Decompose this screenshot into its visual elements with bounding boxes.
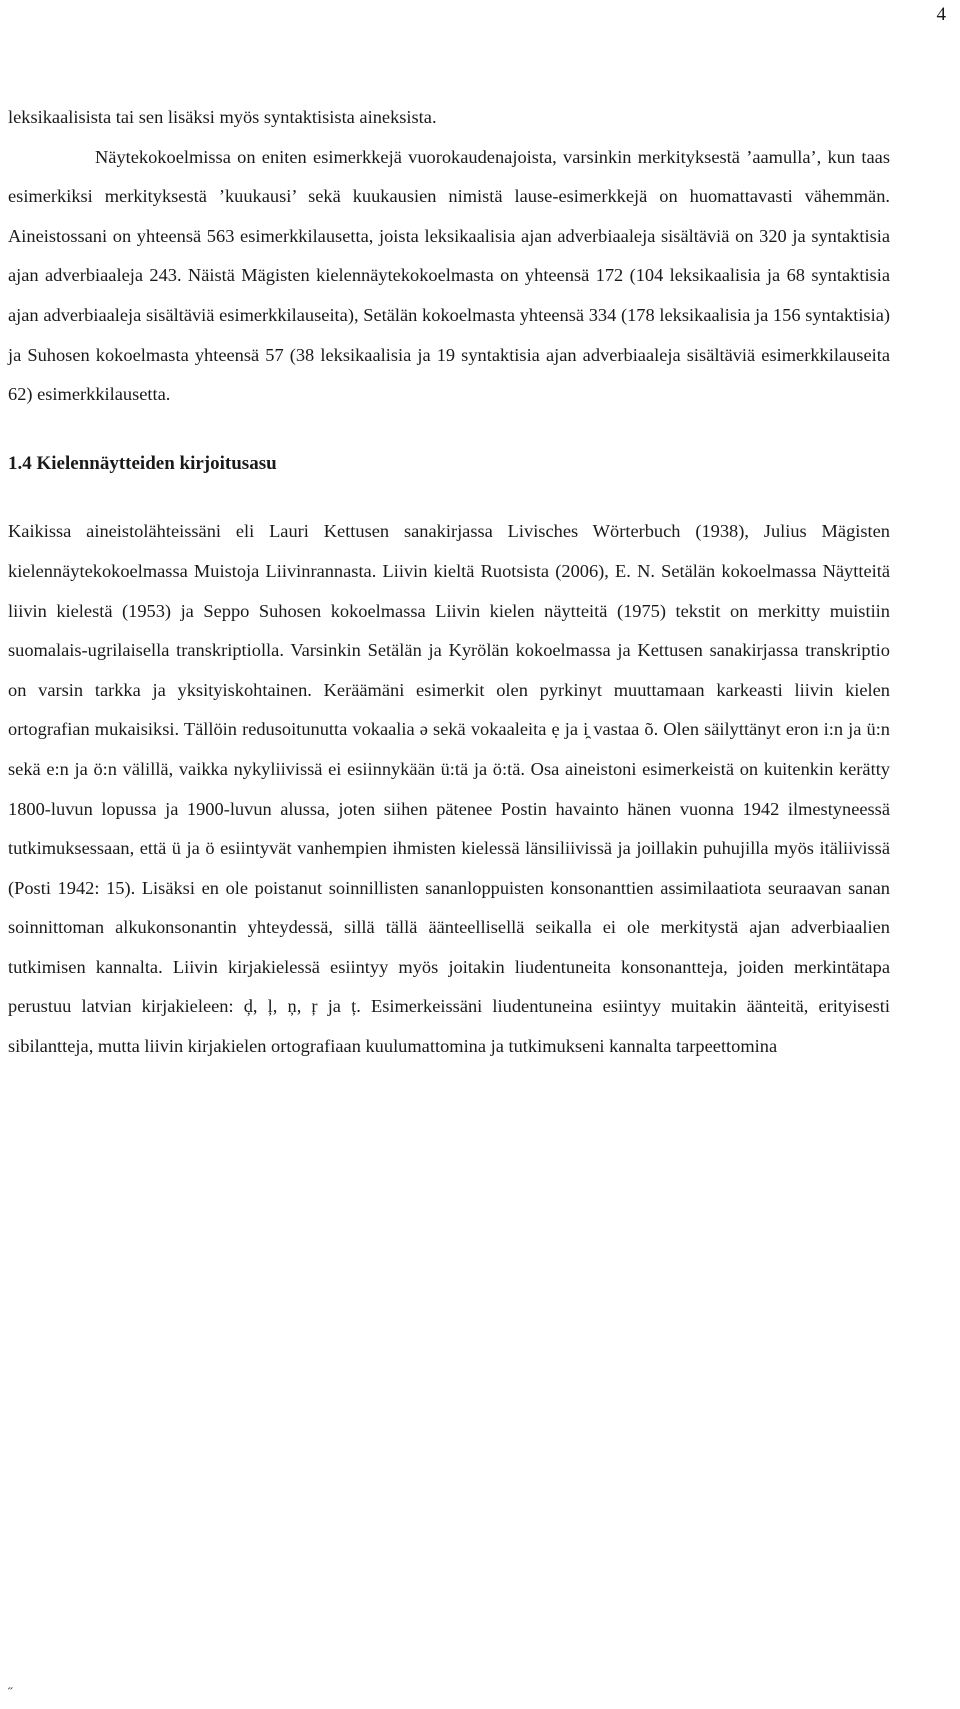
paragraph-continuation: leksikaalisista tai sen lisäksi myös syntaktisista aineksista. (8, 107, 437, 127)
paragraph-transcription: Kaikissa aineistolähteissäni eli Lauri Kettusen sanakirjassa Livisches Wörterbuch (1938), Julius Mägisten kielennäytekokoelmassa Muistoja Liivinrannasta. Liivin kieltä Ruotsista (2006), E. N. Setälän kokoelmassa Näytteitä liivin kielestä (1953) ja Seppo Suhosen kokoelmassa Liivin kielen näytteitä (1975) tekstit on merkitty muistiin suomalais-ugrilaisella transkriptiolla. Varsinkin Setälän ja Kyrölän kokoelmassa ja Kettusen sanakirjassa transkriptio on varsin tarkka ja yksityiskohtainen. Keräämäni esimerkit olen pyrkinyt muuttamaan karkeasti liivin kielen ortografian mukaisiksi. Tällöin redusoitunutta vokaalia ə sekä vokaaleita ẹ ja i̯ vastaa õ. Olen säilyttänyt eron i:n ja ü:n sekä e:n ja ö:n välillä, vaikka nykyliivissä ei esiinnykään ü:tä ja ö:tä. Osa aineistoni esimerkeistä on kuitenkin kerätty 1800-luvun lopussa ja 1900-luvun alussa, joten siihen pätenee Postin havainto hänen vuonna 1942 ilmestyneessä tutkimuksessaan, että ü ja ö esiintyvät vanhempien ihmisten kielessä länsiliivissä ja joillakin puhujilla myös itäliivissä (Posti 1942: 15). Lisäksi en ole poistanut soinnillisten sananloppuisten konsonanttien assimilaatiota seuraavan sanan soinnittoman alkukonsonantin yhteydessä, sillä tällä äänteellisellä seikalla ei ole merkitystä ajan adverbiaalien tutkimisen kannalta. Liivin kirjakielessä esiintyy myös joitakin liudentuneita konsonantteja, joiden merkintätapa perustuu latvian kirjakieleen: ḑ, ļ, ņ, ŗ ja ț. Esimerkeissäni liudentuneina esiintyy muitakin äänteitä, erityisesti sibilantteja, mutta liivin kirjakielen ortografiaan kuulumattomina ja tutkimukseni kannalta tarpeettomina (8, 521, 890, 1057)
page-number: 4 (936, 4, 946, 25)
section-heading: 1.4 Kielennäytteiden kirjoitusasu (8, 452, 277, 474)
footer-mark: ˝ (8, 1686, 13, 1701)
paragraph-examples-overview: Näytekokoelmissa on eniten esimerkkejä vuorokaudenajoista, varsinkin merkityksestä ’aamulla’, kun taas esimerkiksi merkityksestä ’kuukausi’ sekä kuukausien nimistä lause-esimerkkejä on huomattavasti vähemmän. Aineistossani on yhteensä 563 esimerkkilausetta, joista leksikaalisia ajan adverbiaaleja sisältäviä on 320 ja syntaktisia ajan adverbiaaleja 243. Näistä Mägisten kielennäytekokoelmasta on yhteensä 172 (104 leksikaalisia ja 68 syntaktisia ajan adverbiaaleja sisältäviä esimerkkilauseita), Setälän kokoelmasta yhteensä 334 (178 leksikaalisia ja 156 syntaktisia) ja Suhosen kokoelmasta yhteensä 57 (38 leksikaalisia ja 19 syntaktisia ajan adverbiaaleja sisältäviä esimerkkilauseita 62) esimerkkilausetta. (8, 146, 890, 405)
page-body (8, 98, 890, 1067)
